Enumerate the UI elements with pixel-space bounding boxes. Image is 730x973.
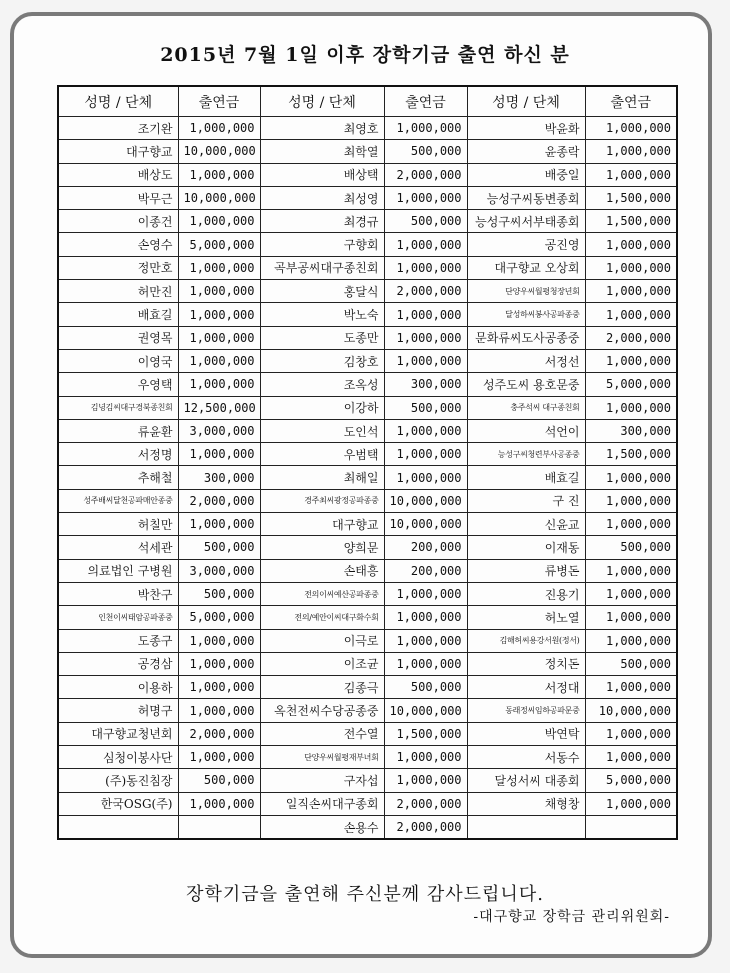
donation-amount-cell: 1,000,000 [178,699,260,722]
donor-name-cell: 대구향교청년회 [58,722,178,745]
donor-name-cell: 최성영 [260,186,384,209]
donation-amount-cell: 2,000,000 [585,326,677,349]
donor-name-cell: 이용하 [58,676,178,699]
donation-amount-cell: 1,000,000 [585,163,677,186]
donor-name-cell: 우범택 [260,443,384,466]
column-header-amount: 출연금 [585,86,677,117]
donor-name-cell: 전의이씨예산공파종중 [260,582,384,605]
donor-name-cell: 허명구 [58,699,178,722]
donor-name-cell: 이영국 [58,349,178,372]
donor-name-cell: 석언이 [467,419,585,442]
table-row [58,419,677,442]
donation-amount-cell: 1,000,000 [585,396,677,419]
donation-amount-cell: 1,000,000 [585,513,677,536]
donation-amount-cell: 500,000 [178,769,260,792]
donation-amount-cell: 500,000 [384,676,467,699]
donation-amount-cell: 1,000,000 [384,629,467,652]
donor-name-cell: 이극로 [260,629,384,652]
donor-name-cell: 허만진 [58,280,178,303]
donation-amount-cell: 1,000,000 [178,326,260,349]
donation-amount-cell: 3,000,000 [178,419,260,442]
donation-amount-cell: 500,000 [585,536,677,559]
donor-name-cell: 김녕김씨대구경북종친회 [58,396,178,419]
donor-name-cell: 손태흥 [260,559,384,582]
donor-name-cell: 김해허씨용강서원(정서) [467,629,585,652]
donation-amount-cell: 10,000,000 [384,699,467,722]
donor-name-cell: 공경삼 [58,652,178,675]
table-row [58,210,677,233]
donor-name-cell: 이조균 [260,652,384,675]
table-row [58,489,677,512]
donation-amount-cell: 1,000,000 [384,256,467,279]
donor-name-cell: 능성구씨동변종회 [467,186,585,209]
donation-amount-cell: 1,000,000 [585,349,677,372]
donor-name-cell: 윤종락 [467,140,585,163]
donation-amount-cell: 1,000,000 [585,792,677,815]
donor-name-cell: 류윤환 [58,419,178,442]
table-row [58,396,677,419]
donation-amount-cell: 5,000,000 [585,769,677,792]
table-row [58,722,677,745]
donation-amount-cell: 500,000 [384,140,467,163]
donor-name-cell: 의료법인 구병원 [58,559,178,582]
donation-amount-cell: 10,000,000 [178,140,260,163]
donor-name-cell: 추해철 [58,466,178,489]
donation-amount-cell: 1,000,000 [384,233,467,256]
donation-amount-cell: 200,000 [384,559,467,582]
donation-amount-cell: 2,000,000 [178,489,260,512]
thanks-message: 장학기금을 출연해 주신분께 감사드립니다. [186,884,544,905]
donor-name-cell: 우영택 [58,373,178,396]
donor-name-cell: 채형창 [467,792,585,815]
donor-name-cell: 서정대 [467,676,585,699]
column-header-name: 성명 / 단체 [260,86,384,117]
table-row [58,163,677,186]
donor-name-cell: 최학열 [260,140,384,163]
donor-name-cell: 이강하 [260,396,384,419]
donation-amount-cell: 1,000,000 [384,117,467,140]
donor-name-cell: 배효길 [467,466,585,489]
donation-amount-cell: 1,000,000 [178,513,260,536]
donation-amount-cell: 300,000 [178,466,260,489]
donation-amount-cell: 1,000,000 [384,443,467,466]
donation-amount-cell: 2,000,000 [384,815,467,839]
donor-name-cell: 단양우씨월평재부녀회 [260,746,384,769]
donation-amount-cell [585,815,677,839]
donor-name-cell: 구향회 [260,233,384,256]
donor-name-cell: 김창호 [260,349,384,372]
donation-amount-cell: 1,000,000 [178,746,260,769]
donation-amount-cell: 2,000,000 [384,792,467,815]
table-row [58,466,677,489]
donor-name-cell: 조기완 [58,117,178,140]
donation-amount-cell: 500,000 [585,652,677,675]
donation-amount-cell: 500,000 [384,210,467,233]
donation-amount-cell: 10,000,000 [384,489,467,512]
donor-name-cell: 박연탁 [467,722,585,745]
table-row [58,629,677,652]
table-row [58,582,677,605]
donor-name-cell: 박찬구 [58,582,178,605]
table-row [58,443,677,466]
donation-amount-cell: 1,500,000 [585,443,677,466]
donor-name-cell: 진용기 [467,582,585,605]
donation-amount-cell: 1,000,000 [384,419,467,442]
donor-name-cell: 경주최씨광정공파종중 [260,489,384,512]
donation-amount-cell: 500,000 [384,396,467,419]
donation-amount-cell: 1,000,000 [585,746,677,769]
donation-amount-cell: 1,000,000 [585,629,677,652]
donation-amount-cell: 200,000 [384,536,467,559]
donation-amount-cell: 1,000,000 [178,652,260,675]
table-row [58,303,677,326]
donation-amount-cell: 2,000,000 [178,722,260,745]
table-row [58,536,677,559]
donation-amount-cell: 1,000,000 [178,373,260,396]
donor-name-cell: 충주석씨 대구종친회 [467,396,585,419]
donation-amount-cell: 3,000,000 [178,559,260,582]
table-row [58,373,677,396]
donation-amount-cell: 1,000,000 [585,466,677,489]
donor-name-cell: 달성서씨 대종회 [467,769,585,792]
donation-amount-cell: 10,000,000 [585,699,677,722]
donor-name-cell: 허칠만 [58,513,178,536]
donor-name-cell: 능성구씨서부태종회 [467,210,585,233]
donation-amount-cell: 1,500,000 [384,722,467,745]
donation-amount-cell: 1,000,000 [178,210,260,233]
donor-name-cell: 동래정씨임하공파문중 [467,699,585,722]
donation-amount-cell: 2,000,000 [384,163,467,186]
donation-amount-cell: 1,000,000 [585,676,677,699]
donor-name-cell: 구자섭 [260,769,384,792]
donor-name-cell: 서정명 [58,443,178,466]
donor-name-cell: 최영호 [260,117,384,140]
table-row [58,256,677,279]
donor-name-cell: 신윤교 [467,513,585,536]
table-row [58,513,677,536]
donor-name-cell: 심청이봉사단 [58,746,178,769]
donation-amount-cell: 10,000,000 [178,186,260,209]
column-header-amount: 출연금 [384,86,467,117]
donor-name-cell: 대구향교 [260,513,384,536]
donor-name-cell: 조옥성 [260,373,384,396]
donation-amount-cell: 1,000,000 [585,582,677,605]
donation-amount-cell: 1,000,000 [384,582,467,605]
table-row [58,280,677,303]
table-row [58,792,677,815]
page-title: 2015년 7월 1일 이후 장학기금 출연 하신 분 [160,44,570,66]
donor-name-cell: 권영목 [58,326,178,349]
table-row [58,349,677,372]
donation-amount-cell: 1,000,000 [585,606,677,629]
donation-amount-cell: 1,000,000 [384,186,467,209]
donor-name-cell: 석세관 [58,536,178,559]
table-row [58,186,677,209]
donor-name-cell: (주)동진침장 [58,769,178,792]
column-header-name: 성명 / 단체 [58,86,178,117]
table-row [58,233,677,256]
column-header-name: 성명 / 단체 [467,86,585,117]
donor-name-cell: 배상도 [58,163,178,186]
donation-amount-cell: 10,000,000 [384,513,467,536]
donation-amount-cell: 1,000,000 [585,280,677,303]
donor-name-cell: 정만호 [58,256,178,279]
donor-name-cell: 정치돈 [467,652,585,675]
table-row [58,676,677,699]
donation-amount-cell: 1,000,000 [384,326,467,349]
table-header-row [58,86,677,117]
donation-amount-cell: 5,000,000 [585,373,677,396]
donor-name-cell: 한국OSG(주) [58,792,178,815]
donor-name-cell: 대구향교 오상회 [467,256,585,279]
donation-amount-cell: 1,000,000 [384,466,467,489]
donor-name-cell: 단양우씨월평청장년회 [467,280,585,303]
donor-name-cell: 박무근 [58,186,178,209]
donation-amount-cell: 1,000,000 [585,117,677,140]
donor-name-cell: 도인석 [260,419,384,442]
donor-name-cell: 인천이씨태암공파종중 [58,606,178,629]
donation-amount-cell: 12,500,000 [178,396,260,419]
column-header-amount: 출연금 [178,86,260,117]
donation-amount-cell: 5,000,000 [178,233,260,256]
donor-name-cell: 문화류씨도사공종중 [467,326,585,349]
donation-amount-cell: 1,000,000 [585,722,677,745]
donor-name-cell: 배효길 [58,303,178,326]
donor-name-cell: 박노숙 [260,303,384,326]
donation-amount-cell: 1,000,000 [178,443,260,466]
donation-amount-cell: 1,000,000 [178,349,260,372]
donor-name-cell: 공진영 [467,233,585,256]
donation-amount-cell: 1,000,000 [585,303,677,326]
donor-name-cell: 능성구씨청련부사공종중 [467,443,585,466]
donor-name-cell: 박윤화 [467,117,585,140]
donor-name-cell: 전의/예안이씨대구화수회 [260,606,384,629]
donation-amount-cell: 1,000,000 [178,256,260,279]
donor-name-cell: 양희문 [260,536,384,559]
donation-amount-cell: 2,000,000 [384,280,467,303]
donor-name-cell: 홍달식 [260,280,384,303]
donor-name-cell: 구 진 [467,489,585,512]
donor-name-cell: 일직손씨대구종회 [260,792,384,815]
donation-amount-cell: 500,000 [178,536,260,559]
donation-amount-cell: 500,000 [178,582,260,605]
donor-name-cell: 류병돈 [467,559,585,582]
donor-name-cell: 도종구 [58,629,178,652]
table-row [58,117,677,140]
table-row [58,140,677,163]
donation-amount-cell: 1,000,000 [178,163,260,186]
donor-name-cell: 성주도씨 용호문중 [467,373,585,396]
donor-name-cell: 배중일 [467,163,585,186]
donation-amount-cell: 300,000 [384,373,467,396]
table-row [58,606,677,629]
donation-amount-cell: 1,000,000 [178,676,260,699]
donor-name-cell: 달성하씨봉사공파종중 [467,303,585,326]
table-row [58,746,677,769]
donor-name-cell: 배상택 [260,163,384,186]
donor-name-cell: 최해일 [260,466,384,489]
donor-name-cell [467,815,585,839]
donor-name-cell: 곡부공씨대구종친회 [260,256,384,279]
donation-amount-cell: 1,000,000 [585,559,677,582]
donor-name-cell: 허노열 [467,606,585,629]
donor-name-cell: 최경규 [260,210,384,233]
donor-name-cell: 김종극 [260,676,384,699]
donation-amount-cell: 1,000,000 [585,489,677,512]
donor-table [57,85,678,840]
donation-amount-cell: 1,000,000 [585,140,677,163]
donor-name-cell: 손용수 [260,815,384,839]
donor-name-cell: 대구향교 [58,140,178,163]
donor-name-cell: 성주배씨달천공파매안종중 [58,489,178,512]
donor-name-cell: 서동수 [467,746,585,769]
donation-amount-cell: 1,000,000 [384,746,467,769]
donor-name-cell: 도종만 [260,326,384,349]
donor-name-cell: 손영수 [58,233,178,256]
donation-amount-cell: 1,000,000 [384,349,467,372]
table-row [58,815,677,839]
donation-amount-cell: 1,000,000 [585,233,677,256]
committee-signature: -대구향교 장학금 관리위원회- [473,909,670,925]
donation-amount-cell: 1,000,000 [178,792,260,815]
table-row [58,699,677,722]
donation-amount-cell: 1,500,000 [585,210,677,233]
donor-name-cell: 이종건 [58,210,178,233]
donation-amount-cell: 1,500,000 [585,186,677,209]
table-row [58,559,677,582]
donation-amount-cell: 300,000 [585,419,677,442]
donation-amount-cell: 1,000,000 [384,769,467,792]
donation-amount-cell: 1,000,000 [384,652,467,675]
donor-name-cell: 옥천전씨수당공종중 [260,699,384,722]
donation-amount-cell: 1,000,000 [384,606,467,629]
donation-amount-cell: 1,000,000 [178,303,260,326]
donation-amount-cell: 1,000,000 [178,280,260,303]
donation-amount-cell: 1,000,000 [178,629,260,652]
donor-name-cell: 서정선 [467,349,585,372]
donor-name-cell: 전수열 [260,722,384,745]
donor-name-cell: 이재동 [467,536,585,559]
table-row [58,326,677,349]
donation-amount-cell: 1,000,000 [585,256,677,279]
donation-amount-cell: 1,000,000 [178,117,260,140]
donor-name-cell [58,815,178,839]
donation-amount-cell: 5,000,000 [178,606,260,629]
donation-amount-cell: 1,000,000 [384,303,467,326]
table-row [58,769,677,792]
table-row [58,652,677,675]
donation-amount-cell [178,815,260,839]
